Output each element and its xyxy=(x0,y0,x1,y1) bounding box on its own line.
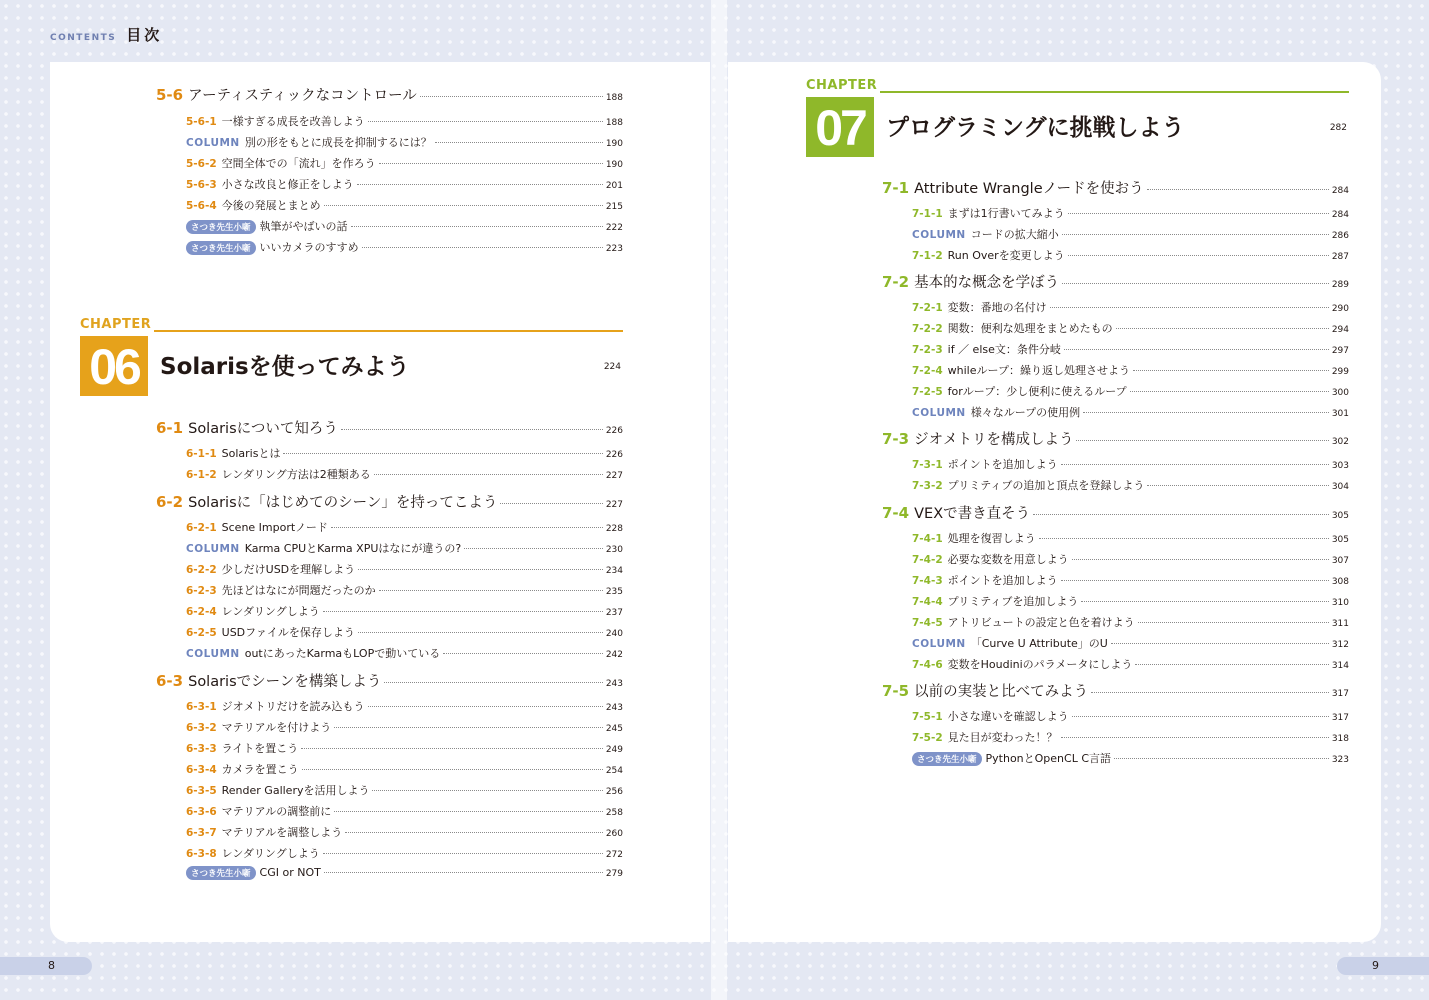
entry-number: 6-1-1 xyxy=(186,448,217,460)
toc-subsection-entry[interactable] xyxy=(156,582,623,598)
chapter-page: 282 xyxy=(1329,123,1347,133)
entry-page: 310 xyxy=(1331,598,1349,608)
toc-subsection-entry[interactable] xyxy=(882,341,1349,357)
dot-leader xyxy=(1061,737,1329,738)
dot-leader xyxy=(374,474,603,475)
entry-title: いいカメラのすすめ xyxy=(259,241,359,254)
chapter-rule xyxy=(880,91,1349,93)
dot-leader xyxy=(1061,464,1329,465)
entry-page: 284 xyxy=(1331,210,1349,220)
toc-subsection-entry[interactable] xyxy=(882,708,1349,724)
chapter-label: CHAPTER xyxy=(806,78,878,93)
entry-number: 7-2-4 xyxy=(912,365,943,377)
entry-page: 190 xyxy=(605,139,623,149)
toc-column-entry[interactable] xyxy=(156,540,623,556)
entry-title: whileループ：繰り返し処理させよう xyxy=(947,364,1130,377)
entry-number: 7-1-1 xyxy=(912,208,943,220)
dot-leader xyxy=(1114,758,1329,759)
entry-number: 7-2 xyxy=(882,273,910,291)
entry-title: if ／ else文：条件分岐 xyxy=(947,343,1061,356)
dot-leader xyxy=(358,632,603,633)
toc-subsection-entry[interactable] xyxy=(156,824,623,840)
essay-badge: さつき先生小噺 xyxy=(186,866,256,880)
entry-number: 6-3-5 xyxy=(186,785,217,797)
toc-subsection-entry[interactable] xyxy=(882,362,1349,378)
essay-badge: さつき先生小噺 xyxy=(186,220,256,234)
entry-page: 300 xyxy=(1331,388,1349,398)
entry-page: 297 xyxy=(1331,346,1349,356)
entry-number: 7-3-2 xyxy=(912,480,943,492)
entry-title: Run Overを変更しよう xyxy=(947,249,1065,262)
entry-number: 6-2 xyxy=(156,493,184,511)
entry-page: 201 xyxy=(605,181,623,191)
dot-leader xyxy=(1081,601,1328,602)
dot-leader xyxy=(323,611,603,612)
entry-page: 243 xyxy=(605,679,623,689)
dot-leader xyxy=(1111,643,1329,644)
entry-number: 6-3-8 xyxy=(186,848,217,860)
dot-leader xyxy=(379,163,603,164)
chapter-label: CHAPTER xyxy=(80,317,152,332)
entry-number: 7-2-2 xyxy=(912,323,943,335)
entry-number: 6-3-2 xyxy=(186,722,217,734)
entry-title: 先ほどはなにが問題だったのか xyxy=(221,584,376,597)
entry-number: 6-3-3 xyxy=(186,743,217,755)
entry-title: マテリアルを付けよう xyxy=(221,721,332,734)
entry-number: 6-3-6 xyxy=(186,806,217,818)
toc-section-entry[interactable] xyxy=(882,271,1349,292)
dot-leader xyxy=(345,832,603,833)
entry-title: Solarisに「はじめてのシーン」を持ってこよう xyxy=(188,495,498,511)
entry-page: 290 xyxy=(1331,304,1349,314)
entry-title: Karma CPUとKarma XPUはなにが違うの? xyxy=(244,542,462,555)
chapter-rule xyxy=(154,330,623,332)
entry-title: レンダリングしよう xyxy=(221,847,320,860)
dot-leader xyxy=(334,727,603,728)
entry-page: 314 xyxy=(1331,661,1349,671)
chapter-07-heading[interactable] xyxy=(806,78,1349,156)
dot-leader xyxy=(341,429,603,430)
toc-subsection-entry[interactable] xyxy=(156,603,623,619)
running-header xyxy=(50,24,162,45)
entry-title: 関数：便利な処理をまとめたもの xyxy=(947,322,1113,335)
toc-subsection-entry[interactable] xyxy=(156,740,623,756)
entry-number: 7-4-1 xyxy=(912,533,943,545)
dot-leader xyxy=(357,184,603,185)
toc-subsection-entry[interactable] xyxy=(882,593,1349,609)
entry-title: プリミティブを追加しよう xyxy=(947,595,1079,608)
entry-number: COLUMN xyxy=(912,229,966,241)
entry-number: 7-2-5 xyxy=(912,386,943,398)
chapter-title: プログラミングに挑戦しよう xyxy=(886,115,1185,141)
chapter-number: 06 xyxy=(80,336,148,396)
chapter-06-heading[interactable] xyxy=(80,317,623,395)
dot-leader xyxy=(1091,692,1329,693)
entry-page: 294 xyxy=(1331,325,1349,335)
dot-leader xyxy=(283,453,602,454)
toc-essay-entry[interactable] xyxy=(156,239,623,255)
entry-number: 5-6 xyxy=(156,86,184,104)
entry-title: 今後の発展とまとめ xyxy=(221,199,321,212)
toc-column-entry[interactable] xyxy=(156,645,623,661)
entry-page: 227 xyxy=(605,500,623,510)
entry-title: レンダリング方法は2種類ある xyxy=(221,468,371,481)
dot-leader xyxy=(1050,307,1329,308)
entry-title: 基本的な概念を学ぼう xyxy=(914,275,1060,291)
dot-leader xyxy=(379,590,603,591)
dot-leader xyxy=(1138,622,1329,623)
entry-number: 6-2-2 xyxy=(186,564,217,576)
toc-section-entry[interactable] xyxy=(882,680,1349,701)
entry-title: ライトを置こう xyxy=(221,742,299,755)
essay-badge: さつき先生小噺 xyxy=(186,241,256,255)
dot-leader xyxy=(1076,440,1328,441)
dot-leader xyxy=(1083,412,1329,413)
entry-page: 190 xyxy=(605,160,623,170)
dot-leader xyxy=(301,748,603,749)
dot-leader xyxy=(351,226,603,227)
toc-section-entry[interactable] xyxy=(882,428,1349,449)
entry-page: 303 xyxy=(1331,461,1349,471)
entry-number: 7-5-1 xyxy=(912,711,943,723)
entry-title: forループ：少し便利に使えるループ xyxy=(947,385,1127,398)
entry-title: 一様すぎる成長を改善しよう xyxy=(221,115,365,128)
dot-leader xyxy=(384,682,602,683)
dot-leader xyxy=(368,121,603,122)
entry-title: コードの拡大縮小 xyxy=(970,228,1059,241)
dot-leader xyxy=(372,790,602,791)
dot-leader xyxy=(331,527,603,528)
entry-title: outにあったKarmaもLOPで動いている xyxy=(244,647,441,660)
toc-subsection-entry[interactable] xyxy=(882,456,1349,472)
entry-title: マテリアルを調整しよう xyxy=(221,826,343,839)
entry-title: 以前の実装と比べてみよう xyxy=(914,684,1089,700)
toc-subsection-entry[interactable] xyxy=(156,197,623,213)
entry-number: 7-1 xyxy=(882,179,910,197)
entry-title: USDファイルを保存しよう xyxy=(221,626,355,639)
dot-leader xyxy=(1068,255,1329,256)
dot-leader xyxy=(443,653,603,654)
entry-page: 307 xyxy=(1331,556,1349,566)
dot-leader xyxy=(1135,664,1328,665)
dot-leader xyxy=(324,205,603,206)
entry-number: COLUMN xyxy=(186,137,240,149)
entry-number: 6-1-2 xyxy=(186,469,217,481)
toc-essay-entry[interactable] xyxy=(156,218,623,234)
entry-page: 227 xyxy=(605,471,623,481)
dot-leader xyxy=(500,503,602,504)
header-ja: 目次 xyxy=(126,26,163,44)
toc-subsection-entry[interactable] xyxy=(156,561,623,577)
entry-page: 284 xyxy=(1331,186,1349,196)
dot-leader xyxy=(1072,559,1329,560)
toc-column-entry[interactable] xyxy=(882,635,1349,651)
page-number-left: 8 xyxy=(0,957,92,975)
toc-subsection-entry[interactable] xyxy=(882,205,1349,221)
entry-title: Solarisについて知ろう xyxy=(188,421,338,437)
entry-number: 6-2-4 xyxy=(186,606,217,618)
entry-page: 311 xyxy=(1331,619,1349,629)
entry-title: プリミティブの追加と頂点を登録しよう xyxy=(947,479,1145,492)
entry-page: 242 xyxy=(605,650,623,660)
entry-page: 318 xyxy=(1331,734,1349,744)
entry-number: 7-2-1 xyxy=(912,302,943,314)
entry-page: 222 xyxy=(605,223,623,233)
entry-title: ポイントを追加しよう xyxy=(947,458,1058,471)
entry-number: COLUMN xyxy=(186,543,240,555)
toc-subsection-entry[interactable] xyxy=(156,445,623,461)
toc-column-entry[interactable] xyxy=(882,226,1349,242)
entry-page: 226 xyxy=(605,450,623,460)
entry-title: ジオメトリを構成しよう xyxy=(914,432,1074,448)
entry-title: 見た目が変わった！？ xyxy=(947,731,1058,744)
toc-subsection-entry[interactable] xyxy=(156,113,623,129)
entry-number: 6-3-4 xyxy=(186,764,217,776)
entry-page: 317 xyxy=(1331,713,1349,723)
entry-title: 執筆がやばいの話 xyxy=(259,220,348,233)
toc-subsection-entry[interactable] xyxy=(156,782,623,798)
toc-subsection-entry[interactable] xyxy=(156,845,623,861)
entry-page: 234 xyxy=(605,566,623,576)
entry-number: 7-3 xyxy=(882,430,910,448)
entry-page: 215 xyxy=(605,202,623,212)
chapter-page: 224 xyxy=(603,362,621,372)
entry-title: 別の形をもとに成長を抑制するには？ xyxy=(244,136,432,149)
entry-number: 7-2-3 xyxy=(912,344,943,356)
entry-number: 6-1 xyxy=(156,419,184,437)
entry-page: 302 xyxy=(1331,437,1349,447)
toc-subsection-entry[interactable] xyxy=(156,155,623,171)
toc-subsection-entry[interactable] xyxy=(882,572,1349,588)
entry-page: 223 xyxy=(605,244,623,254)
toc-essay-entry[interactable] xyxy=(156,866,623,880)
entry-page: 272 xyxy=(605,850,623,860)
dot-leader xyxy=(435,142,603,143)
header-en: CONTENTS xyxy=(50,33,117,43)
entry-number: COLUMN xyxy=(912,638,966,650)
entry-number: COLUMN xyxy=(186,648,240,660)
dot-leader xyxy=(1062,283,1329,284)
toc-subsection-entry[interactable] xyxy=(156,698,623,714)
entry-title: 変数をHoudiniのパラメータにしよう xyxy=(947,658,1133,671)
entry-page: 226 xyxy=(605,426,623,436)
entry-title: マテリアルの調整前に xyxy=(221,805,332,818)
entry-title: Solarisでシーンを構築しよう xyxy=(188,674,382,690)
entry-number: 6-3 xyxy=(156,672,184,690)
dot-leader xyxy=(1130,391,1329,392)
entry-page: 256 xyxy=(605,787,623,797)
entry-page: 323 xyxy=(1331,755,1349,765)
toc-subsection-entry[interactable] xyxy=(882,530,1349,546)
entry-page: 230 xyxy=(605,545,623,555)
entry-page: 279 xyxy=(605,869,623,879)
entry-page: 308 xyxy=(1331,577,1349,587)
dot-leader xyxy=(1033,514,1329,515)
dot-leader xyxy=(334,811,603,812)
dot-leader xyxy=(1062,234,1329,235)
entry-title: レンダリングしよう xyxy=(221,605,320,618)
toc-section-entry[interactable] xyxy=(156,84,623,105)
entry-title: アトリビュートの設定と色を着けよう xyxy=(947,616,1135,629)
dot-leader xyxy=(1147,189,1329,190)
dot-leader xyxy=(1072,716,1329,717)
toc-subsection-entry[interactable] xyxy=(882,729,1349,745)
entry-title: ポイントを追加しよう xyxy=(947,574,1058,587)
toc-subsection-entry[interactable] xyxy=(882,551,1349,567)
toc-subsection-entry[interactable] xyxy=(156,519,623,535)
entry-number: 5-6-1 xyxy=(186,116,217,128)
entry-number: 6-3-1 xyxy=(186,701,217,713)
toc-column-entry[interactable] xyxy=(882,404,1349,420)
entry-number: 7-5-2 xyxy=(912,732,943,744)
toc-column-entry[interactable] xyxy=(156,134,623,150)
dot-leader xyxy=(324,872,603,873)
dot-leader xyxy=(1064,349,1329,350)
entry-page: 249 xyxy=(605,745,623,755)
entry-page: 260 xyxy=(605,829,623,839)
entry-page: 299 xyxy=(1331,367,1349,377)
dot-leader xyxy=(362,247,603,248)
entry-page: 287 xyxy=(1331,252,1349,262)
dot-leader xyxy=(1116,328,1329,329)
entry-title: Attribute Wrangleノードを使おう xyxy=(914,181,1144,197)
essay-badge: さつき先生小噺 xyxy=(912,752,982,766)
entry-number: 7-5 xyxy=(882,682,910,700)
entry-title: カメラを置こう xyxy=(221,763,299,776)
entry-page: 243 xyxy=(605,703,623,713)
gutter xyxy=(711,0,727,1000)
entry-number: 5-6-3 xyxy=(186,179,217,191)
entry-title: アーティスティックなコントロール xyxy=(188,88,417,104)
entry-number: 7-1-2 xyxy=(912,250,943,262)
toc-subsection-entry[interactable] xyxy=(156,761,623,777)
entry-page: 312 xyxy=(1331,640,1349,650)
entry-title: 小さな違いを確認しよう xyxy=(947,710,1069,723)
toc-subsection-entry[interactable] xyxy=(882,614,1349,630)
entry-title: 小さな改良と修正をしよう xyxy=(221,178,354,191)
entry-title: Render Galleryを活用しよう xyxy=(221,784,370,797)
entry-title: 様々なループの使用例 xyxy=(970,406,1081,419)
dot-leader xyxy=(420,96,603,97)
entry-page: 235 xyxy=(605,587,623,597)
chapter-number: 07 xyxy=(806,97,874,157)
entry-page: 305 xyxy=(1331,511,1349,521)
toc-subsection-entry[interactable] xyxy=(882,247,1349,263)
entry-number: 5-6-2 xyxy=(186,158,217,170)
toc-subsection-entry[interactable] xyxy=(882,320,1349,336)
entry-title: 変数：番地の名付け xyxy=(947,301,1047,314)
entry-number: 7-4-4 xyxy=(912,596,943,608)
entry-number: 7-4-6 xyxy=(912,659,943,671)
entry-number: 6-2-3 xyxy=(186,585,217,597)
entry-number: 7-3-1 xyxy=(912,459,943,471)
dot-leader xyxy=(358,569,603,570)
entry-page: 301 xyxy=(1331,409,1349,419)
dot-leader xyxy=(1039,538,1329,539)
entry-title: VEXで書き直そう xyxy=(914,506,1031,522)
toc-subsection-entry[interactable] xyxy=(882,383,1349,399)
entry-number: 6-2-1 xyxy=(186,522,217,534)
toc-subsection-entry[interactable] xyxy=(156,719,623,735)
entry-title: PythonとOpenCL C言語 xyxy=(985,752,1112,765)
entry-page: 188 xyxy=(605,93,623,103)
entry-number: 7-4-3 xyxy=(912,575,943,587)
entry-page: 286 xyxy=(1331,231,1349,241)
chapter-title: Solarisを使ってみよう xyxy=(160,354,410,380)
entry-title: CGI or NOT xyxy=(259,866,321,879)
toc-section-entry[interactable] xyxy=(156,417,623,438)
toc-subsection-entry[interactable] xyxy=(156,624,623,640)
entry-number: COLUMN xyxy=(912,407,966,419)
toc-subsection-entry[interactable] xyxy=(882,299,1349,315)
toc-subsection-entry[interactable] xyxy=(156,803,623,819)
entry-page: 240 xyxy=(605,629,623,639)
toc-subsection-entry[interactable] xyxy=(882,477,1349,493)
dot-leader xyxy=(1061,580,1329,581)
entry-title: Solarisとは xyxy=(221,447,281,460)
entry-page: 289 xyxy=(1331,280,1349,290)
entry-title: まずは1行書いてみよう xyxy=(947,207,1065,220)
toc-section-entry[interactable] xyxy=(882,177,1349,198)
entry-number: 5-6-4 xyxy=(186,200,217,212)
page-number-right: 9 xyxy=(1337,957,1429,975)
entry-number: 6-3-7 xyxy=(186,827,217,839)
dot-leader xyxy=(1147,485,1328,486)
entry-page: 304 xyxy=(1331,482,1349,492)
entry-number: 7-4 xyxy=(882,504,910,522)
toc-essay-entry[interactable] xyxy=(882,750,1349,766)
entry-page: 228 xyxy=(605,524,623,534)
entry-title: 「Curve U Attribute」のU xyxy=(970,637,1108,650)
toc-section-entry[interactable] xyxy=(156,670,623,691)
dot-leader xyxy=(323,853,603,854)
entry-title: 少しだけUSDを理解しよう xyxy=(221,563,356,576)
entry-page: 254 xyxy=(605,766,623,776)
toc-subsection-entry[interactable] xyxy=(156,176,623,192)
entry-page: 245 xyxy=(605,724,623,734)
entry-page: 317 xyxy=(1331,689,1349,699)
entry-title: Scene Importノード xyxy=(221,521,328,534)
dot-leader xyxy=(368,706,603,707)
entry-page: 188 xyxy=(605,118,623,128)
toc-section-entry[interactable] xyxy=(156,491,623,512)
dot-leader xyxy=(464,548,603,549)
entry-title: ジオメトリだけを読み込もう xyxy=(221,700,365,713)
toc-subsection-entry[interactable] xyxy=(156,466,623,482)
entry-number: 7-4-5 xyxy=(912,617,943,629)
entry-title: 必要な変数を用意しよう xyxy=(947,553,1069,566)
entry-page: 237 xyxy=(605,608,623,618)
entry-page: 258 xyxy=(605,808,623,818)
dot-leader xyxy=(1133,370,1329,371)
dot-leader xyxy=(1068,213,1329,214)
entry-number: 6-2-5 xyxy=(186,627,217,639)
entry-title: 空間全体での「流れ」を作ろう xyxy=(221,157,376,170)
dot-leader xyxy=(302,769,603,770)
entry-page: 305 xyxy=(1331,535,1349,545)
entry-number: 7-4-2 xyxy=(912,554,943,566)
toc-section-entry[interactable] xyxy=(882,502,1349,523)
toc-subsection-entry[interactable] xyxy=(882,656,1349,672)
entry-title: 処理を復習しよう xyxy=(947,532,1036,545)
